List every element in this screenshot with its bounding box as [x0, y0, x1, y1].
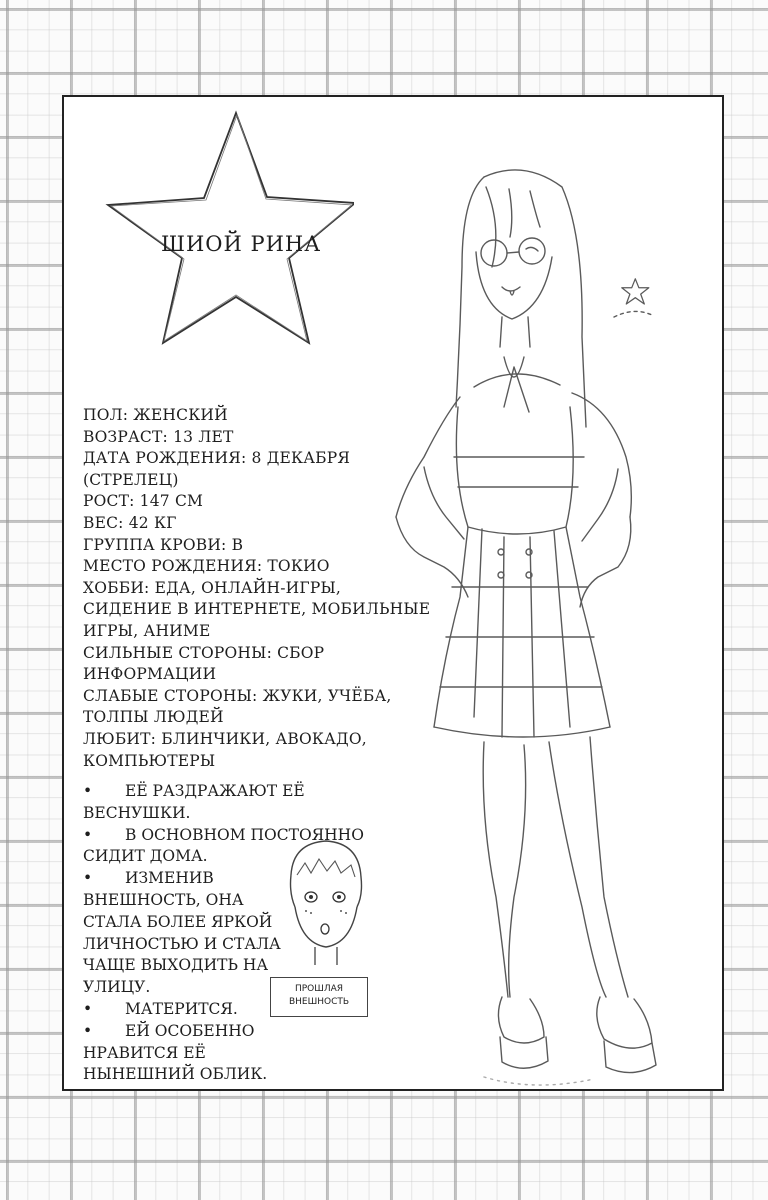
profile-line: (СТРЕЛЕЦ): [83, 470, 179, 489]
profile-line: СИДЕНИЕ В ИНТЕРНЕТЕ, МОБИЛЬНЫЕ: [83, 600, 431, 619]
bullet-icon: •: [83, 999, 93, 1018]
profile-line: ДАТА РОЖДЕНИЯ: 8 ДЕКАБРЯ: [83, 449, 351, 468]
note-text: МАТЕРИТСЯ.: [125, 999, 238, 1018]
note-text: ИЗМЕНИВ: [125, 869, 214, 888]
profile-line: СИЛЬНЫЕ СТОРОНЫ: СБОР: [83, 643, 325, 662]
bullet-icon: •: [83, 825, 93, 844]
profile-line: СЛАБЫЕ СТОРОНЫ: ЖУКИ, УЧЁБА,: [83, 686, 392, 705]
note-text: В ОСНОВНОМ ПОСТОЯННО: [125, 825, 364, 844]
note-text: НЫНЕШНИЙ ОБЛИК.: [83, 1065, 268, 1084]
profile-line: ХОББИ: ЕДА, ОНЛАЙН-ИГРЫ,: [83, 578, 342, 597]
profile-line: ЛЮБИТ: БЛИНЧИКИ, АВОКАДО,: [83, 729, 367, 748]
past-look-label-line: ВНЕШНОСТЬ: [288, 997, 350, 1007]
past-look-label-line: ПРОШЛАЯ: [294, 984, 344, 994]
profile-line: ВОЗРАСТ: 13 ЛЕТ: [83, 427, 234, 446]
profile-line: КОМПЬЮТЕРЫ: [83, 751, 216, 770]
bullet-icon: •: [83, 782, 93, 800]
profile-line: РОСТ: 147 СМ: [83, 492, 204, 511]
profile-line: МЕСТО РОЖДЕНИЯ: ТОКИО: [83, 557, 330, 576]
star-frame: [104, 105, 354, 355]
note-text: СИДИТ ДОМА.: [83, 847, 208, 866]
note-text: ЕЙ ОСОБЕННО: [125, 1021, 255, 1040]
profile-line: ГРУППА КРОВИ: В: [83, 535, 244, 554]
bullet-icon: •: [83, 869, 93, 888]
note-text: ВНЕШНОСТЬ, ОНА: [83, 890, 244, 909]
profile-line: ВЕС: 42 КГ: [83, 513, 177, 532]
profile-line: ТОЛПЫ ЛЮДЕЙ: [83, 708, 224, 727]
profile-line: ПОЛ: ЖЕНСКИЙ: [83, 406, 228, 424]
profile-line: ИГРЫ, АНИМЕ: [83, 621, 211, 640]
character-name: ШИОЙ РИНА: [161, 232, 322, 256]
note-text: ЕЁ РАЗДРАЖАЮТ ЕЁ ВЕСНУШКИ.: [83, 782, 305, 822]
character-illustration: [334, 157, 724, 1087]
bullet-icon: •: [83, 1021, 93, 1040]
profile-card: [62, 95, 724, 1091]
note-text: ЧАЩЕ ВЫХОДИТЬ НА: [83, 956, 269, 975]
note-text: ЛИЧНОСТЬЮ И СТАЛА: [83, 934, 281, 953]
star-icon: [104, 105, 354, 355]
note-text: НРАВИТСЯ ЕЁ: [83, 1043, 206, 1062]
note-text: УЛИЦУ.: [83, 978, 151, 997]
note-text: СТАЛА БОЛЕЕ ЯРКОЙ: [83, 912, 273, 931]
profile-line: ИНФОРМАЦИИ: [83, 665, 217, 684]
